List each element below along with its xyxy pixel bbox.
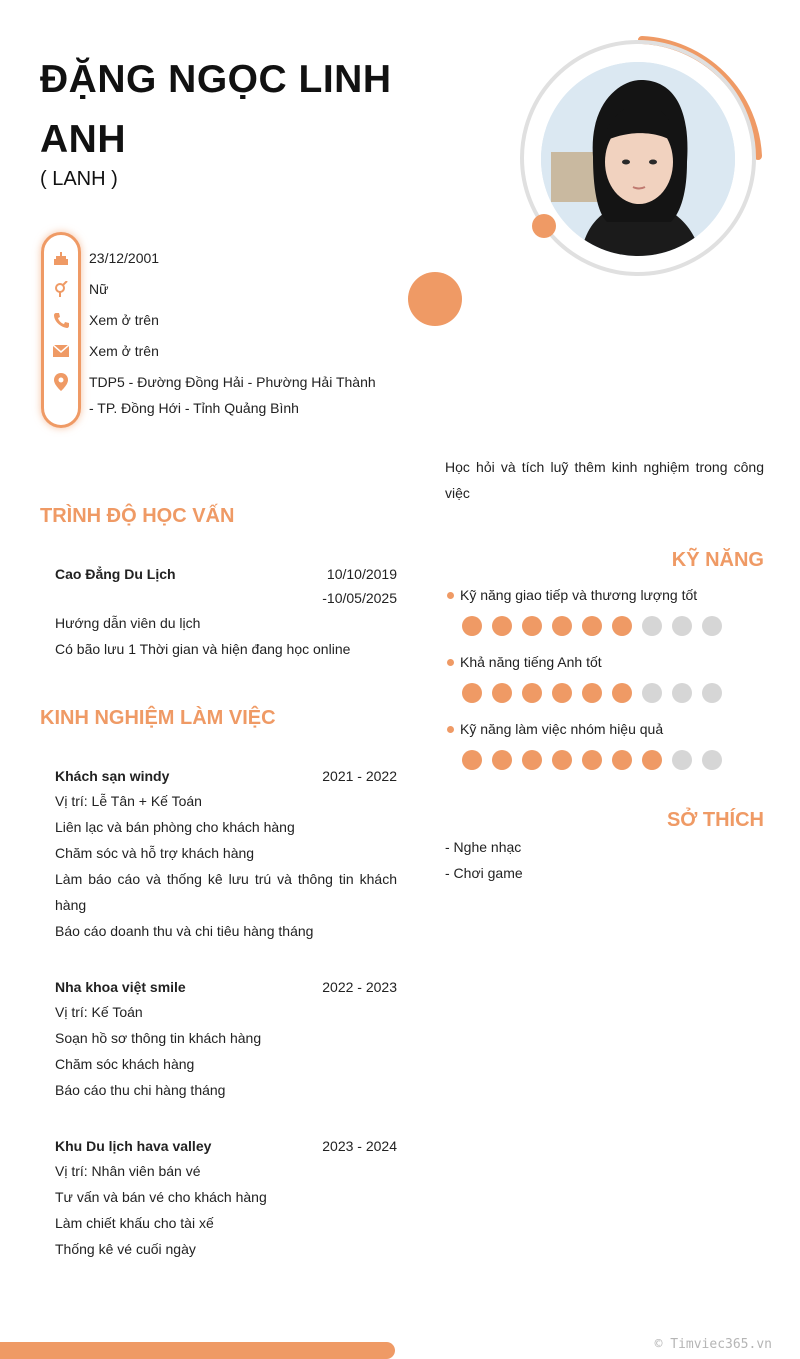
education-line-1: Hướng dẫn viên du lịch <box>55 615 201 631</box>
rating-dot-empty <box>672 750 692 770</box>
portrait-illustration <box>541 62 735 256</box>
gender-icon <box>50 278 72 300</box>
objective-line-1: Học hỏi và tích luỹ thêm kinh nghiệm trong công <box>445 459 764 475</box>
rating-dot-filled <box>552 750 572 770</box>
job-detail: Làm báo cáo và thống kê lưu trú và thông tin khách <box>55 871 397 887</box>
experience-section-title: KINH NGHIỆM LÀM VIỆC <box>40 707 276 729</box>
job-detail: Thống kê vé cuối ngày <box>55 1241 196 1257</box>
skill-label: Kỹ năng giao tiếp và thương lượng tốt <box>460 587 698 603</box>
address-line-2: - TP. Đồng Hới - Tỉnh Quảng Bình <box>89 400 299 416</box>
job-detail: Vị trí: Lễ Tân + Kế Toán <box>55 793 202 809</box>
candidate-nickname: ( LANH ) <box>40 168 118 190</box>
location-icon <box>50 371 72 393</box>
education-school: Cao Đẳng Du Lịch <box>55 566 176 582</box>
skill-label: Kỹ năng làm việc nhóm hiệu quả <box>460 721 664 737</box>
rating-dot-filled <box>582 683 602 703</box>
address-line-1: TDP5 - Đường Đồng Hải - Phường Hải Thành <box>89 374 376 390</box>
objective-line-2: việc <box>445 485 470 501</box>
job-years: 2023 - 2024 <box>322 1138 397 1154</box>
rating-dot-filled <box>492 616 512 636</box>
skills-section-title: KỸ NĂNG <box>671 549 764 571</box>
education-section-title: TRÌNH ĐỘ HỌC VẤN <box>40 505 235 527</box>
rating-dot-empty <box>702 683 722 703</box>
rating-dot-empty <box>702 616 722 636</box>
candidate-name: ĐẶNG NGỌC LINH ANH <box>40 58 392 161</box>
hobby-item: - Chơi game <box>445 865 523 881</box>
job-detail: Báo cáo thu chi hàng tháng <box>55 1082 226 1098</box>
rating-dot-filled <box>552 683 572 703</box>
rating-dot-filled <box>612 616 632 636</box>
rating-dot-filled <box>612 750 632 770</box>
job-detail: Vị trí: Nhân viên bán vé <box>55 1163 201 1179</box>
skill-rating <box>462 750 722 770</box>
gender-text: Nữ <box>89 281 109 297</box>
rating-dot-filled <box>582 616 602 636</box>
job-detail: Vị trí: Kế Toán <box>55 1004 143 1020</box>
cake-icon <box>50 247 72 269</box>
skill-bullet <box>447 659 454 666</box>
rating-dot-filled <box>582 750 602 770</box>
hobbies-section-title: SỞ THÍCH <box>666 809 764 831</box>
profile-photo <box>541 62 735 256</box>
education-date-end: -10/05/2025 <box>322 590 397 606</box>
skill-label: Khả năng tiếng Anh tốt <box>460 654 602 670</box>
job-detail: Tư vấn và bán vé cho khách hàng <box>55 1189 267 1205</box>
job-company: Khu Du lịch hava valley <box>55 1138 212 1154</box>
job-detail: Báo cáo doanh thu và chi tiêu hàng tháng <box>55 923 314 939</box>
birthday-text: 23/12/2001 <box>89 250 160 266</box>
education-date-start: 10/10/2019 <box>326 566 397 582</box>
job-detail: Làm chiết khấu cho tài xế <box>55 1215 214 1231</box>
decorative-dot-small <box>532 214 556 238</box>
job-detail: Chăm sóc và hỗ trợ khách hàng <box>55 845 255 861</box>
watermark: © Timviec365.vn <box>654 1337 772 1352</box>
phone-icon <box>50 309 72 331</box>
rating-dot-filled <box>552 616 572 636</box>
job-company: Nha khoa việt smile <box>55 979 186 995</box>
rating-dot-filled <box>522 616 542 636</box>
skill-bullet <box>447 726 454 733</box>
rating-dot-filled <box>462 683 482 703</box>
rating-dot-empty <box>672 616 692 636</box>
rating-dot-filled <box>462 750 482 770</box>
education-line-2: Có bão lưu 1 Thời gian và hiện đang học online <box>55 641 351 657</box>
job-company: Khách sạn windy <box>55 768 170 784</box>
rating-dot-empty <box>702 750 722 770</box>
rating-dot-empty <box>672 683 692 703</box>
rating-dot-filled <box>522 750 542 770</box>
job-detail: Soạn hồ sơ thông tin khách hàng <box>55 1030 262 1046</box>
skill-rating <box>462 616 722 636</box>
rating-dot-filled <box>492 750 512 770</box>
job-detail: Liên lạc và bán phòng cho khách hàng <box>55 819 295 835</box>
job-detail: hàng <box>55 897 87 913</box>
rating-dot-empty <box>642 616 662 636</box>
mail-icon <box>50 340 72 362</box>
hobby-item: - Nghe nhạc <box>445 839 522 855</box>
skill-bullet <box>447 592 454 599</box>
rating-dot-filled <box>522 683 542 703</box>
phone-text: Xem ở trên <box>89 312 159 328</box>
job-years: 2021 - 2022 <box>322 768 397 784</box>
job-detail: Chăm sóc khách hàng <box>55 1056 195 1072</box>
email-text: Xem ở trên <box>89 343 159 359</box>
rating-dot-empty <box>642 683 662 703</box>
rating-dot-filled <box>612 683 632 703</box>
skill-rating <box>462 683 722 703</box>
job-years: 2022 - 2023 <box>322 979 397 995</box>
rating-dot-filled <box>642 750 662 770</box>
decorative-dot-large <box>408 272 462 326</box>
rating-dot-filled <box>462 616 482 636</box>
rating-dot-filled <box>492 683 512 703</box>
footer-accent-bar <box>0 1342 395 1359</box>
